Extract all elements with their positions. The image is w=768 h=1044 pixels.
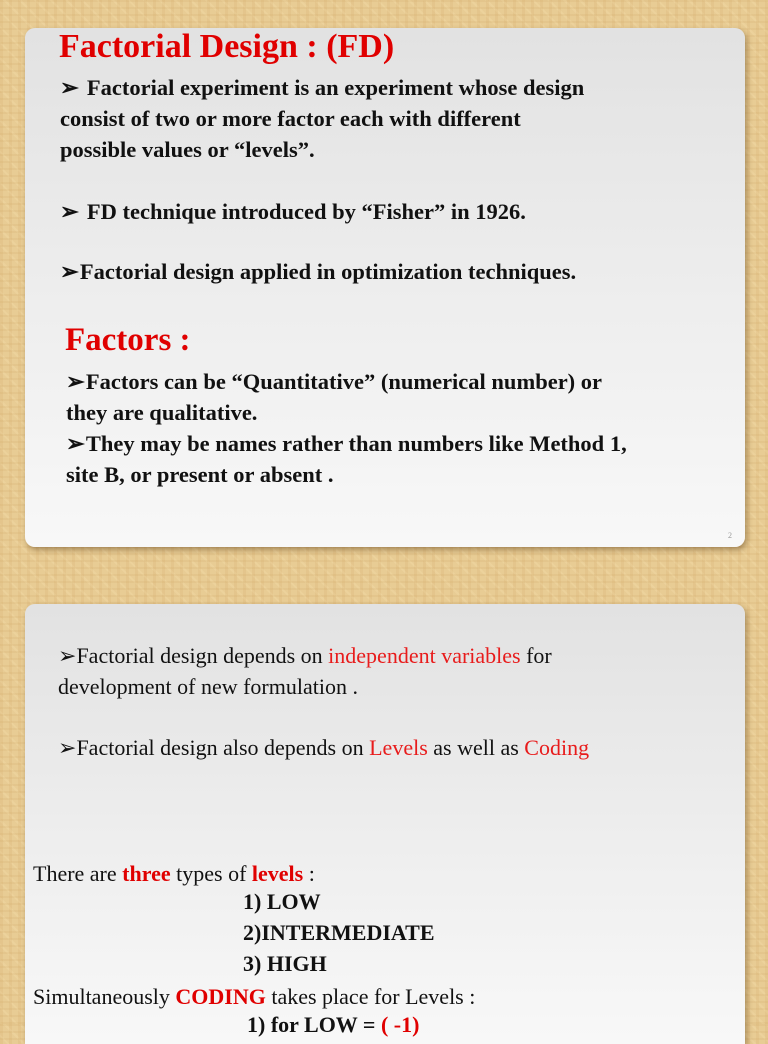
bullet-arrow-icon: ➢ <box>58 735 77 760</box>
bullet-arrow-icon: ➢ <box>66 431 85 456</box>
bullet-optimization: ➢Factorial design applied in optimization techniques. <box>60 259 577 284</box>
bullet-arrow-icon: ➢ <box>60 199 79 224</box>
factors-heading: Factors : <box>65 322 191 358</box>
paragraph-coding: Simultaneously CODING takes place for Levels : <box>33 984 476 1009</box>
bullet-factorial-experiment: ➢ Factorial experiment is an experiment whose design consist of two or more factor each with different possible values or “levels”. <box>60 75 585 162</box>
paragraph-three-levels: There are three types of levels : <box>33 861 315 886</box>
bullet-arrow-icon: ➢ <box>58 643 77 668</box>
bullet-arrow-icon: ➢ <box>60 259 79 284</box>
bullet-arrow-icon: ➢ <box>60 75 79 100</box>
coding-low-line: 1) for LOW = ( -1) <box>247 1012 420 1037</box>
highlight-coding-caps: CODING <box>175 984 266 1009</box>
bullet-arrow-icon: ➢ <box>66 369 85 394</box>
bullet-factors-quantitative: ➢Factors can be “Quantitative” (numerical number) or they are qualitative. <box>66 369 603 425</box>
slide-1 <box>25 28 745 547</box>
highlight-independent-variables: independent variables <box>328 643 521 668</box>
slide-2 <box>25 604 745 1044</box>
level-low: 1) LOW <box>243 889 321 914</box>
level-high: 3) HIGH <box>243 951 327 976</box>
paragraph-levels-coding: ➢Factorial design also depends on Levels as well as Coding <box>58 735 590 760</box>
highlight-coding: Coding <box>524 735 590 760</box>
highlight-levels: Levels <box>369 735 428 760</box>
bullet-fisher: ➢ FD technique introduced by “Fisher” in 1926. <box>60 199 526 224</box>
bullet-factors-names: ➢They may be names rather than numbers like Method 1, site B, or present or absent . <box>66 431 627 487</box>
level-intermediate: 2)INTERMEDIATE <box>243 920 435 945</box>
paragraph-independent-variables: ➢Factorial design depends on independent variables for development of new formulation . <box>58 643 552 699</box>
highlight-levels-word: levels <box>251 861 304 886</box>
slide-number: 2 <box>728 531 732 540</box>
highlight-three: three <box>122 861 171 886</box>
slide-title: Factorial Design : (FD) <box>59 28 395 65</box>
